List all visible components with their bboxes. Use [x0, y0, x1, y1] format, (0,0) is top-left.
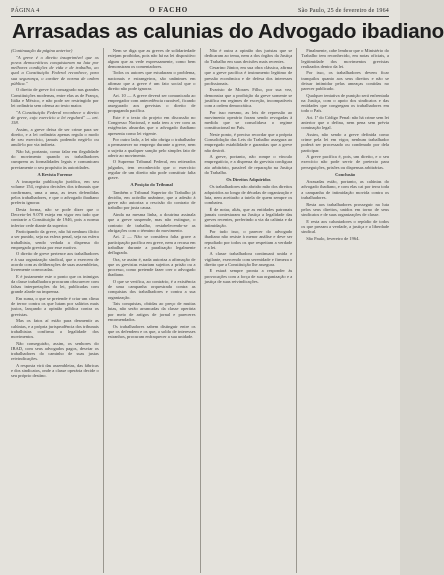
article-paragraph: Não conseguirão, assim, os senhores do IBAD, com seus advogados pagos, desviar os trabalhadores do caminho de suas justas reivindicações.: [11, 340, 99, 362]
article-paragraph: É de notar, aliás, que as entidades patronais jamais contestaram na Justiça a legalidade das greves recentes, preferindo a via da calúnia e da intimidação.: [204, 206, 293, 228]
article-paragraph: Desta forma, não se pode dizer que o Decreto-lei 9.070 esteja em vigor em tudo que contrarie a Constituição de 1946, pois a norma inferior cede diante da superior.: [11, 206, 99, 228]
article-paragraph: A greve, portanto, não rompe o vínculo empregatício, e a dispensa do grevista configura ato arbitrário, passível de reparação na Justiça do Trabalho.: [204, 154, 293, 175]
article-paragraph: Ora, se assim é, nada autoriza a afirmação de que os grevistas estariam sujeitos a prisão ou a processo, como pretende fazer crer o advogado ibadiano.: [107, 256, 196, 278]
article-paragraph: Participando da greve, não há nenhum ilícito a ser punido, seja na esfera penal, seja na esfera trabalhista, sendo vedada a dispensa do empregado grevista por esse motivo.: [11, 229, 99, 250]
article-paragraph: Este é o texto do projeto em discussão no Congresso Nacional, e nada tem a ver com as exigências absurdas que o advogado ibadiano apresenta como lei vigente.: [107, 114, 196, 136]
dateline: São Paulo, 25 de fevereiro de 1964: [298, 8, 389, 14]
article-paragraph: O Supremo Tribunal Federal, em reiterados julgados, tem reconhecido que o exercício regular de um direito não pode constituir falta grave.: [107, 159, 196, 181]
column-subheading: Os Direitos Adquiridos: [226, 177, 271, 183]
article-paragraph: Tais conquistas, obtidas ao preço de muitas lutas, não serão arrancadas da classe operária por meio de artigos de jornal e pareceres encomendados.: [107, 301, 196, 322]
column-divider: [296, 48, 297, 573]
article-paragraph: Não há, portanto, como falar em ilegalidade do movimento quando os trabalhadores cumprem as formalidades legais e comunicam previamente o seu propósito às autoridades.: [11, 148, 99, 170]
page-number: PÁGINA 4: [11, 8, 40, 14]
article-paragraph: Neste ponto, é preciso recordar que a própria Consolidação das Leis do Trabalho assegura ao empregado estabilidade e garantias que a greve não destrói.: [204, 131, 293, 153]
article-paragraph: Arrasadas estão, portanto, as calúnias do advogado ibadiano, e com elas cai por terra toda a campanha de intimidação movida contra os trabalhadores.: [301, 179, 389, 200]
article-paragraph: Assim, a greve deixa de ser crime para ser direito, e a lei ordinária apenas regula o modo de seu exercício, jamais podendo negá-lo ou anulá-lo por via indireta.: [11, 126, 99, 148]
article-paragraph: (Continuação da página anterior): [11, 48, 73, 53]
column-divider: [103, 48, 104, 573]
article-paragraph: São Paulo, fevereiro de 1964.: [306, 235, 360, 241]
article-paragraph: Mas os fatos aí estão para desmentir as calúnias, e a própria jurisprudência dos tribunais trabalhistas confirma a legalidade dos movimentos.: [11, 318, 99, 340]
article-paragraph: "A greve é o direito insuprimível que os povos democráticos conquistaram na luta por melhores condições de vida e de trabalho, ao qual a Constituição Federal reconhece, para sua segurança, o caráter de norma de ordem pública.": [11, 54, 99, 86]
article-paragraph: Assim, não sendo a greve definida como crime pela lei em vigor, nenhum trabalhador poderá ser processado ou condenado por dela participar.: [301, 131, 389, 153]
article-paragraph: "A Constituição Federal reconhece o direito de greve, cujo exercício a lei regulará" — art. 158.: [11, 109, 99, 126]
article-paragraph: Por tudo isso, o parecer do advogado ibadiano não resiste à menor análise e deve ser repudiado por todos os que respeitam a verdade e a lei.: [204, 229, 293, 250]
article-paragraph: Evaristo de Moraes Filho, por sua vez, demonstra que a proibição da greve somente se justifica em regimes de exceção, incompatíveis com a ordem democrática.: [204, 87, 293, 109]
article-paragraph: Art. 10 — A greve deverá ser comunicada ao empregador com antecedência razoável, ficando assegurado aos grevistas o direito de propaganda pacífica.: [107, 92, 196, 114]
article-column-2: [108, 48, 196, 573]
article-paragraph: Os trabalhadores sabem distinguir entre os que os defendem e os que, a soldo de interesses estranhos, procuram enfraquecer a sua unidade.: [107, 323, 196, 340]
masthead-rule: [11, 16, 389, 17]
column-subheading: Conclusão: [335, 171, 356, 177]
article-paragraph: Art. 1º do Código Penal: não há crime sem lei anterior que o defina, nem pena sem prévia cominação legal.: [301, 114, 389, 131]
newspaper-name: O FACHO: [149, 6, 189, 14]
article-column-4: [301, 48, 389, 573]
article-paragraph: A resposta virá das assembleias, das fábricas e dos sindicatos, onde a classe operária decide o seu próprio destino.: [11, 362, 99, 379]
column-subheading: A Posição do Tribunal: [130, 182, 173, 188]
article-paragraph: Em suma, o que se pretende é criar um clima de terror contra os que lutam por salários mais justos, lançando a opinião pública contra os grevistas.: [11, 295, 99, 317]
article-paragraph: Não é outra a opinião dos juristas que se dedicaram ao tema, nem a dos órgãos da Justiça do Trabalho em suas decisões mais recentes.: [204, 48, 293, 64]
article-paragraph: E é justamente este o ponto que os inimigos da classe trabalhadora procuram obscurecer com falsas interpretações da lei, publicadas com grande alarde na imprensa.: [11, 273, 99, 295]
article-paragraph: A classe trabalhadora continuará unida e vigilante, exercendo com serenidade e firmeza o direito que a Constituição lhe assegura.: [204, 251, 293, 267]
article-paragraph: O direito de greve pertence aos trabalhadores e à sua organização sindical, que o exercem de acordo com as deliberações de suas assembleias, livremente convocadas.: [11, 251, 99, 273]
column-subheading: A Revista Forense: [37, 171, 73, 177]
article-paragraph: Também o Tribunal Superior do Trabalho já decidiu, em acórdão unânime, que a adesão à greve não autoriza a rescisão do contrato de trabalho por justa causa.: [107, 189, 196, 211]
article-paragraph: Qualquer tentativa de punição será enfrentada na Justiça, com o apoio dos sindicatos e das entidades que congregam os trabalhadores em todo o País.: [301, 92, 389, 114]
article-body: [11, 48, 389, 573]
article-paragraph: E estará sempre pronta a responder às provocações com a força de sua organização e a justiça de suas reivindicações.: [204, 268, 293, 284]
article-paragraph: Os trabalhadores não abrirão mão dos direitos adquiridos ao longo de décadas de organização e luta, nem aceitarão a tutela de quem sempre os combateu.: [204, 184, 293, 206]
article-paragraph: A insuspeita publicação jurídica, em seu volume 154, registra decisões dos tribunais que confirmam, uma a uma, as teses defendidas pelos trabalhadores, e que o advogado ibadiano preferiu ignorar.: [11, 179, 99, 206]
article-headline: Arrasadas as calunias do Advogado ibadiano: [12, 20, 444, 43]
article-column-1: [11, 48, 99, 573]
article-paragraph: Cesarino Júnior, em sua obra clássica, afirma que a greve pacífica é instrumento legítimo de pressão econômica e de defesa dos interesses profissionais.: [204, 65, 293, 86]
article-paragraph: Nem se diga que as greves de solidariedade estejam proibidas, pois não há na lei dispositivo algum que as vede expressamente, como bem demonstram os comentadores.: [107, 48, 196, 69]
masthead: [11, 6, 389, 15]
article-paragraph: Ainda na mesma linha, a doutrina assinala que a greve suspende, mas não extingue, o contrato de trabalho, restabelecendo-se as obrigações com o término do movimento.: [107, 212, 196, 233]
article-paragraph: O que se verifica, ao contrário, é a existência de uma campanha orquestrada contra as conquistas dos trabalhadores e contra a sua organização.: [107, 278, 196, 300]
article-paragraph: Por outro lado, a lei não obriga o trabalhador a permanecer no emprego durante a greve, nem o sujeita a qualquer sanção pelo simples fato de aderir ao movimento.: [107, 137, 196, 158]
article-paragraph: Por isso, os trabalhadores devem ficar tranquilos quanto aos seus direitos e não se deixar intimidar pelas ameaças contidas no parecer publicado.: [301, 70, 389, 92]
article-paragraph: Art. 2 — Não se considera falta grave a participação pacífica em greve, nem a recusa em trabalhar durante a paralisação legalmente deflagrada.: [107, 234, 196, 256]
article-column-3: [205, 48, 293, 573]
article-paragraph: O direito de greve foi consagrado nas grandes Constituições modernas, entre elas as de França, Itália e México, e não pode ser restringido por lei ordinária sem ofensa ao texto maior.: [11, 87, 99, 109]
article-paragraph: Resta aos trabalhadores prosseguir na luta pelos seus direitos, unidos em torno de seus sindicatos e de suas organizações de classe.: [301, 201, 389, 218]
article-paragraph: Por isso mesmo, as leis de repressão ao movimento operário foram sendo revogadas à medida que se consolidava o regime constitucional no País.: [204, 109, 293, 131]
column-divider: [200, 48, 201, 573]
article-paragraph: A greve pacífica é, pois, um direito, e o seu exercício não pode servir de pretexto para perseguições, prisões ou dispensas arbitrárias.: [301, 154, 389, 170]
article-paragraph: E resta aos caluniadores o repúdio de todos os que prezam a verdade, a justiça e a liberdade sindical.: [301, 218, 389, 235]
article-paragraph: Todos os autores que estudaram o problema, nacionais e estrangeiros, são unânimes em afirmar que a greve é um fato social que o direito não pode ignorar.: [107, 70, 196, 92]
article-paragraph: Finalmente, cabe lembrar que o Ministério do Trabalho tem reconhecido, em notas oficiais, a legitimidade dos movimentos grevistas realizados dentro da lei.: [301, 48, 389, 69]
